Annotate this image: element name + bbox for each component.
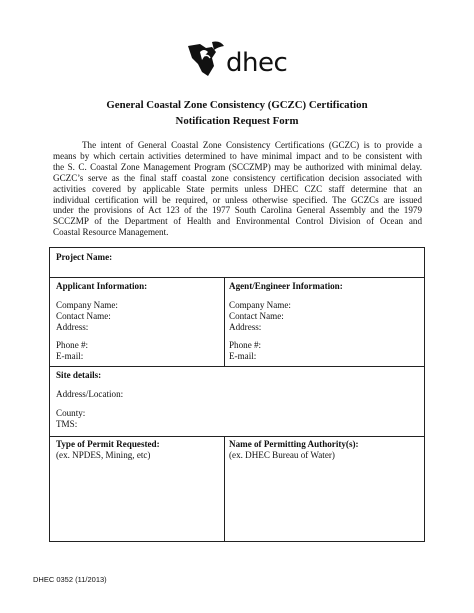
intro-line: SCCZMP of the Department of Health and Environmental Control Division of Ocean and — [53, 216, 422, 227]
permit-type-heading: Type of Permit Requested: — [56, 439, 160, 449]
intro-line: GCZC’s serve as the final staff coastal zone consistency certification decision associated with — [53, 172, 422, 183]
agent-email-label: E-mail: — [229, 351, 257, 361]
permitting-authority-field[interactable] — [225, 437, 424, 541]
intro-line: Coastal Resource Management. — [53, 227, 169, 238]
intro-line: activities covered by applicable State permits unless DHEC CZC staff determine that an — [53, 183, 422, 194]
permit-type-field[interactable] — [50, 437, 224, 541]
applicant-heading: Applicant Information: — [56, 281, 148, 291]
agent-info-field[interactable] — [225, 278, 424, 366]
site-address-label: Address/Location: — [56, 389, 124, 399]
site-details-field[interactable] — [50, 367, 424, 436]
applicant-email-label: E-mail: — [56, 351, 84, 361]
applicant-address-label: Address: — [56, 322, 89, 332]
project-name-field[interactable] — [50, 248, 424, 277]
request-form-table — [49, 247, 425, 542]
agent-phone-label: Phone #: — [229, 340, 262, 350]
site-tms-label: TMS: — [56, 419, 78, 429]
intro-line: under the provisions of Act 123 of the 1977 South Carolina General Assembly and the 1979 — [53, 205, 422, 216]
permitting-authority-heading: Name of Permitting Authority(s): — [229, 439, 359, 449]
intro-line: the S. C. Coastal Zone Management Program (SCCZMP) may be authorized with minimal delay. — [53, 161, 422, 172]
form-number-footer: DHEC 0352 (11/2013) — [33, 575, 107, 584]
permitting-authority-example: (ex. DHEC Bureau of Water) — [229, 450, 335, 460]
dhec-logo — [186, 38, 296, 88]
intro-line: means by which certain activities determined to have minimal impact and to be consistent with — [53, 150, 422, 161]
applicant-contact-label: Contact Name: — [56, 311, 111, 321]
applicant-company-label: Company Name: — [56, 300, 118, 310]
site-details-heading: Site details: — [56, 370, 102, 380]
project-name-label: Project Name: — [56, 252, 113, 262]
agent-heading: Agent/Engineer Information: — [229, 281, 343, 291]
applicant-info-field[interactable] — [50, 278, 224, 366]
form-title: General Coastal Zone Consistency (GCZC) Certification — [106, 99, 368, 111]
applicant-phone-label: Phone #: — [56, 340, 89, 350]
agent-company-label: Company Name: — [229, 300, 291, 310]
site-county-label: County: — [56, 408, 86, 418]
palmetto-state-icon — [186, 38, 230, 82]
form-subtitle: Notification Request Form — [175, 115, 299, 127]
intro-line: individual certification will be required, or unless otherwise specified. The GCZCs are issued — [53, 194, 422, 205]
permit-type-example: (ex. NPDES, Mining, etc) — [56, 450, 151, 460]
logo-text: dhec — [226, 48, 288, 78]
agent-contact-label: Contact Name: — [229, 311, 284, 321]
agent-address-label: Address: — [229, 322, 262, 332]
intro-line: The intent of General Coastal Zone Consistency Certifications (GCZC) is to provide a — [82, 140, 422, 150]
intro-paragraph — [53, 140, 422, 238]
